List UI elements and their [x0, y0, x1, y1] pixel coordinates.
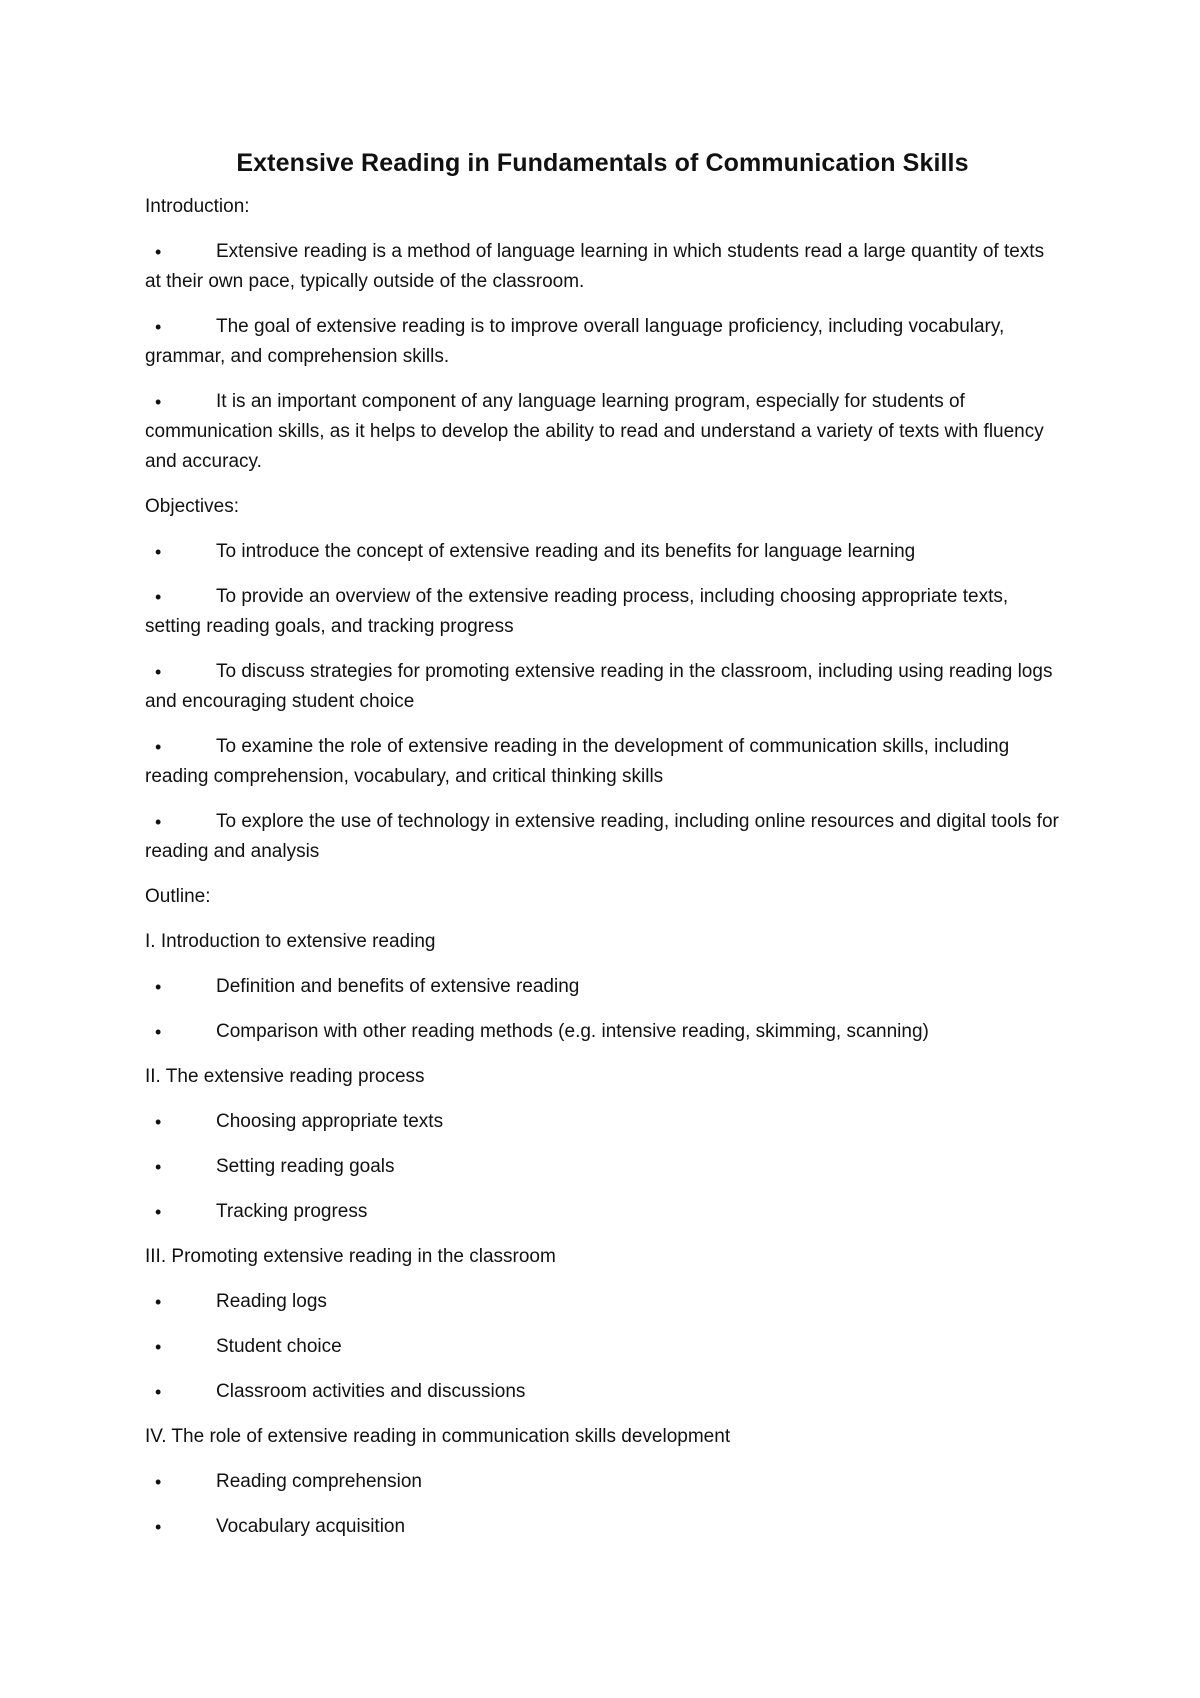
outline-item-text: Reading comprehension — [216, 1471, 422, 1492]
objective-item — [145, 537, 1060, 567]
objective-item — [145, 732, 1060, 792]
document-body — [145, 146, 1060, 1557]
outline-item-text: Choosing appropriate texts — [216, 1111, 444, 1132]
outline-item-text: Comparison with other reading methods (e.g. intensive reading, skimming, scanning) — [216, 1021, 929, 1042]
bullet-icon: • — [155, 587, 162, 607]
bullet-icon: • — [155, 392, 162, 412]
outline-item-text: Reading logs — [216, 1291, 327, 1312]
bullet-icon: • — [155, 1337, 162, 1357]
outline-item-text: Definition and benefits of extensive reading — [216, 976, 580, 997]
intro-item — [145, 237, 1060, 297]
outline-item — [145, 1107, 1060, 1137]
bullet-icon: • — [155, 242, 162, 262]
outline-section-heading: IV. The role of extensive reading in communication skills development — [145, 1426, 731, 1447]
intro-item — [145, 387, 1060, 477]
objective-item — [145, 657, 1060, 717]
bullet-icon: • — [155, 317, 162, 337]
outline-item — [145, 1512, 1060, 1542]
outline-item-text: Vocabulary acquisition — [216, 1516, 406, 1537]
objective-item — [145, 582, 1060, 642]
intro-item-text: It is an important component of any language learning program, especially for students of communication skills, as it helps to develop the ability to read and understand a variety of texts with fluency and accuracy. — [145, 391, 1044, 472]
bullet-icon: • — [155, 977, 162, 997]
outline-section-heading: II. The extensive reading process — [145, 1066, 425, 1087]
bullet-icon: • — [155, 662, 162, 682]
outline-section-heading: III. Promoting extensive reading in the classroom — [145, 1246, 556, 1267]
outline-item-text: Classroom activities and discussions — [216, 1381, 526, 1402]
objective-item — [145, 807, 1060, 867]
document-title: Extensive Reading in Fundamentals of Communication Skills — [236, 149, 969, 177]
outline-item — [145, 1467, 1060, 1497]
outline-item-text: Setting reading goals — [216, 1156, 395, 1177]
bullet-icon: • — [155, 1517, 162, 1537]
outline-item — [145, 1287, 1060, 1317]
outline-item — [145, 1332, 1060, 1362]
outline-item-text: Tracking progress — [216, 1201, 368, 1222]
outline-heading: Outline: — [145, 886, 211, 907]
bullet-icon: • — [155, 737, 162, 757]
bullet-icon: • — [155, 1292, 162, 1312]
bullet-icon: • — [155, 1472, 162, 1492]
objective-item-text: To provide an overview of the extensive reading process, including choosing appropriate texts, setting reading goals, and tracking progress — [145, 586, 1009, 637]
bullet-icon: • — [155, 542, 162, 562]
bullet-icon: • — [155, 1022, 162, 1042]
introduction-heading: Introduction: — [145, 196, 250, 217]
bullet-icon: • — [155, 1157, 162, 1177]
outline-item-text: Student choice — [216, 1336, 342, 1357]
objectives-heading: Objectives: — [145, 496, 239, 517]
intro-item-text: Extensive reading is a method of language learning in which students read a large quantity of texts at their own pace, typically outside of the classroom. — [145, 241, 1045, 292]
outline-item — [145, 1377, 1060, 1407]
intro-item-text: The goal of extensive reading is to improve overall language proficiency, including vocabulary, grammar, and comprehension skills. — [145, 316, 1005, 367]
outline-item — [145, 1017, 1060, 1047]
objective-item-text: To examine the role of extensive reading in the development of communication skills, including reading comprehension, vocabulary, and critical thinking skills — [145, 736, 1010, 787]
outline-item — [145, 972, 1060, 1002]
objective-item-text: To explore the use of technology in extensive reading, including online resources and digital tools for reading and analysis — [145, 811, 1059, 862]
objective-item-text: To introduce the concept of extensive reading and its benefits for language learning — [216, 541, 916, 562]
intro-item — [145, 312, 1060, 372]
outline-item — [145, 1197, 1060, 1227]
outline-section-heading: I. Introduction to extensive reading — [145, 931, 436, 952]
bullet-icon: • — [155, 1202, 162, 1222]
bullet-icon: • — [155, 812, 162, 832]
bullet-icon: • — [155, 1112, 162, 1132]
bullet-icon: • — [155, 1382, 162, 1402]
objective-item-text: To discuss strategies for promoting extensive reading in the classroom, including using reading logs and encouraging student choice — [145, 661, 1053, 712]
outline-item — [145, 1152, 1060, 1182]
